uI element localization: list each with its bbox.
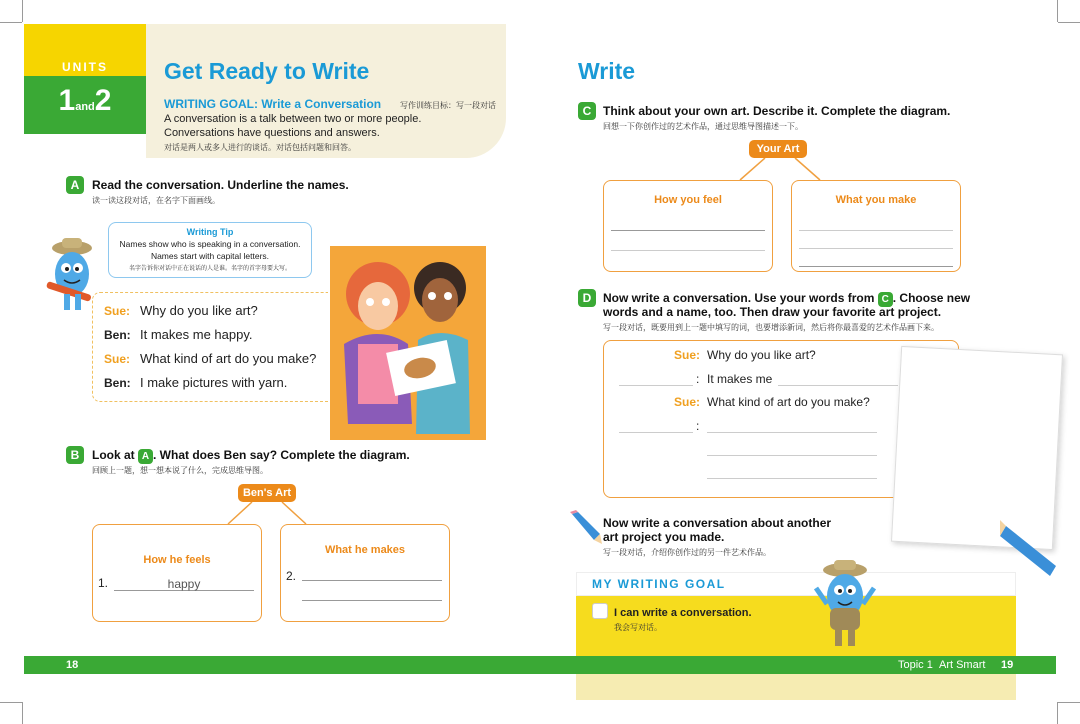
section-a-instruction-cn: 读一读这段对话，在名字下面画线。 [92, 196, 220, 205]
section-b-badge: B [66, 446, 84, 464]
goal-line-1: A conversation is a talk between two or more people. [164, 113, 422, 125]
conversation-d-answer-line-6[interactable] [707, 478, 877, 479]
footer-topic: Topic 1 Art Smart [898, 659, 986, 671]
conversation-d-name-1: Sue: [674, 348, 701, 362]
goal-cn: 对话是两人或多人进行的谈话。对话包括问题和回答。 [164, 143, 356, 152]
crop-mark [1057, 0, 1058, 22]
diagram-c-right-line-3[interactable] [799, 266, 953, 267]
conversation-line: Ben: I make pictures with yarn. [104, 375, 288, 390]
section-a-instruction: Read the conversation. Underline the names. [92, 178, 349, 192]
diagram-c-right-line-1[interactable] [799, 230, 953, 231]
diagram-b-right-box [280, 524, 450, 622]
writing-goal-label: WRITING GOAL: Write a Conversation [164, 97, 382, 111]
goal-line-2: Conversations have questions and answers. [164, 127, 380, 139]
page-title: Get Ready to Write [164, 58, 370, 84]
section-d-instruction-line-2: words and a name, too. Then draw your favorite art project. [603, 305, 942, 319]
diagram-b-left-answer: happy [167, 577, 201, 591]
pencil-icon [568, 510, 602, 544]
conversation-d-text-3: What kind of art do you make? [707, 395, 870, 409]
writing-tip-line-1: Names show who is speaking in a conversation. [119, 239, 301, 249]
conversation-d-answer-line-2[interactable] [778, 385, 898, 386]
diagram-c-left-label: How you feel [654, 194, 722, 206]
conversation-line: Sue: What kind of art do you make? [104, 351, 317, 366]
diagram-b-left-label: How he feels [143, 554, 211, 566]
conversation-d-name-3: Sue: [674, 395, 701, 409]
pencil-task-line-2: art project you made. [603, 530, 725, 544]
section-c-badge: C [578, 102, 596, 120]
crop-mark [1058, 702, 1080, 703]
conversation-line: Sue: Why do you like art? [104, 303, 258, 318]
diagram-c-center: Your Art [749, 140, 807, 158]
goal-checkbox[interactable] [592, 603, 608, 619]
section-b-instruction: Look at A . What does Ben say? Complete the diagram. [92, 448, 410, 462]
pencil-task-cn: 写一段对话，介绍你创作过的另一件艺术作品。 [603, 548, 771, 557]
section-a-badge: A [66, 176, 84, 194]
section-d-badge: D [578, 289, 596, 307]
pencil-task-line-1: Now write a conversation about another [603, 516, 832, 530]
conversation-line: Ben: It makes me happy. [104, 327, 253, 342]
writing-tip-title: Writing Tip [186, 227, 234, 237]
conversation-d-name-line-4[interactable] [619, 432, 693, 433]
conversation-d-name-line-2[interactable] [619, 385, 693, 386]
diagram-b-right-line-2[interactable] [302, 600, 442, 601]
conversation-d-colon-4: : [696, 419, 700, 433]
crop-mark [22, 0, 23, 22]
diagram-c-left-line-1[interactable] [611, 230, 765, 231]
writing-goal-cn: 写作训练目标：写一段对话 [400, 101, 496, 110]
kids-illustration [328, 244, 488, 442]
diagram-c-right-line-2[interactable] [799, 248, 953, 249]
writing-tip-line-2: Names start with capital letters. [150, 251, 270, 261]
diagram-b-right-num: 2. [286, 569, 297, 583]
goal-item-cn: 我会写对话。 [614, 623, 662, 632]
diagram-b-left-num: 1. [98, 576, 109, 590]
conversation-d-answer-line-5[interactable] [707, 455, 877, 456]
goal-item: I can write a conversation. [614, 607, 752, 619]
units-number: 1and2 [58, 84, 112, 117]
section-c-instruction-cn: 回想一下你创作过的艺术作品，通过思维导图描述一下。 [603, 122, 803, 131]
section-d-instruction-cn: 写一段对话，既要用到上一题中填写的词，也要增添新词，然后将你最喜爱的艺术作品画下来。 [603, 323, 939, 332]
diagram-b-center: Ben's Art [238, 484, 296, 502]
diagram-b-left-box [92, 524, 262, 622]
section-c-instruction: Think about your own art. Describe it. Complete the diagram. [603, 104, 951, 118]
left-page-number: 18 [66, 659, 79, 671]
conversation-d-text-2: It makes me [707, 372, 773, 386]
writing-tip-cn: 名字告诉你对话中正在说话的人是谁。名字的首字母要大写。 [128, 266, 291, 272]
diagram-c-right-label: What you make [835, 194, 917, 206]
units-label: UNITS [62, 60, 108, 74]
diagram-b-right-line-1[interactable] [302, 580, 442, 581]
crop-mark [0, 702, 22, 703]
crop-mark [22, 702, 23, 724]
my-writing-goal-title: MY WRITING GOAL [592, 577, 726, 591]
crop-mark [1058, 22, 1080, 23]
section-d-instruction: Now write a conversation. Use your words from C . Choose new [603, 291, 971, 305]
diagram-b-right-label: What he makes [324, 544, 406, 556]
right-page-number: 19 [1001, 659, 1014, 671]
conversation-d-colon-2: : [696, 372, 700, 386]
conversation-d-answer-line-4[interactable] [707, 432, 877, 433]
mascot-illustration-right [812, 558, 878, 650]
conversation-list [104, 302, 316, 398]
blue-pencil-icon [1000, 520, 1058, 580]
crop-mark [1057, 702, 1058, 724]
section-b-instruction-cn: 回顾上一题，想一想本说了什么，完成思维导图。 [92, 466, 268, 475]
crop-mark [0, 22, 22, 23]
diagram-c-left-line-2[interactable] [611, 250, 765, 251]
right-page-title: Write [578, 58, 636, 84]
conversation-d-text-1: Why do you like art? [707, 348, 816, 362]
